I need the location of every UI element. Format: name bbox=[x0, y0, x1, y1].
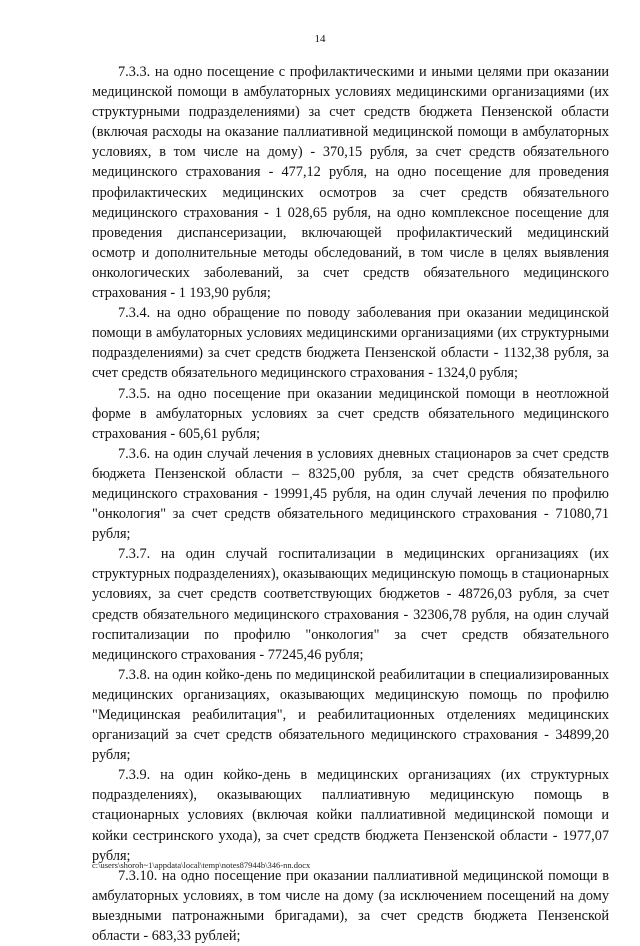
paragraph-7-3-3: 7.3.3. на одно посещение с профилактическими и иными целями при оказании медицинской помощи в амбулаторных условиях медицинскими организациями (их структурными подразделениями) за счет средств бюджета Пензенской области (включая расходы на оказание паллиативной медицинской помощи в амбулаторных условиях, в том числе на дому) - 370,15 рубля, за счет средств обязательного медицинского страхования - 477,12 рубля, на одно посещение для проведения профилактических медицинских осмотров за счет средств обязательного медицинского страхования - 1 028,65 рубля, на одно комплексное посещение для проведения диспансеризации, включающей профилактический медицинский осмотр и дополнительные методы обследований, в том числе в целях выявления онкологических заболеваний, за счет средств обязательного медицинского страхования - 1 193,90 рубля; bbox=[92, 64, 609, 302]
paragraph-7-3-9: 7.3.9. на один койко-день в медицинских организациях (их структурных подразделениях), оказывающих паллиативную медицинскую помощь в стационарных условиях (включая койки паллиативной медицинской помощи и койки сестринского ухода), за счет средств бюджета Пензенской области - 1977,07 рубля; bbox=[92, 767, 609, 864]
paragraph-7-3-10: 7.3.10. на одно посещение при оказании паллиативной медицинской помощи в амбулаторных условиях, в том числе на дому (за исключением посещений на дому выездными патронажными бригадами), за счет средств бюджета Пензенской области - 683,33 рублей; bbox=[92, 867, 609, 945]
paragraph-7-3-7: 7.3.7. на один случай госпитализации в медицинских организациях (их структурных подразделениях), оказывающих медицинскую помощь в стационарных условиях, за счет средств соответствующих бюджетов - 48726,03 рубля, за счет средств обязательного медицинского страхования - 32306,78 рубля, на один случай госпитализации по профилю "онкология" за счет средств обязательного медицинского страхования - 77245,46 рубля; bbox=[92, 546, 609, 663]
paragraph-7-3-6: 7.3.6. на один случай лечения в условиях дневных стационаров за счет средств бюджета Пензенской области – 8325,00 рубля, за счет средств обязательного медицинского страхования - 19991,45 рубля, на один случай лечения по профилю "онкология" за счет средств обязательного медицинского страхования - 71080,71 рубля; bbox=[92, 445, 609, 543]
document-body bbox=[92, 62, 609, 946]
paragraph-7-3-8: 7.3.8. на один койко-день по медицинской реабилитации в специализированных медицинских организациях, оказывающих медицинскую помощь по профилю "Медицинская реабилитация", и реабилитационных отделениях медицинских организаций за счет средств обязательного медицинского страхования - 34899,20 рубля; bbox=[92, 666, 609, 764]
paragraph-7-3-4: 7.3.4. на одно обращение по поводу заболевания при оказании медицинской помощи в амбулаторных условиях медицинскими организациями (их структурными подразделениями) за счет средств бюджета Пензенской области - 1132,38 рубля, за счет средств обязательного медицинского страхования - 1324,0 рубля; bbox=[92, 305, 609, 382]
page-number: 14 bbox=[314, 33, 326, 45]
file-path-footer: c:\users\shoroh~1\appdata\local\temp\notes87944b\346-nn.docx bbox=[92, 860, 311, 870]
paragraph-7-3-5: 7.3.5. на одно посещение при оказании медицинской помощи в неотложной форме в амбулаторных условиях за счет средств обязательного медицинского страхования - 605,61 рубля; bbox=[92, 385, 609, 442]
